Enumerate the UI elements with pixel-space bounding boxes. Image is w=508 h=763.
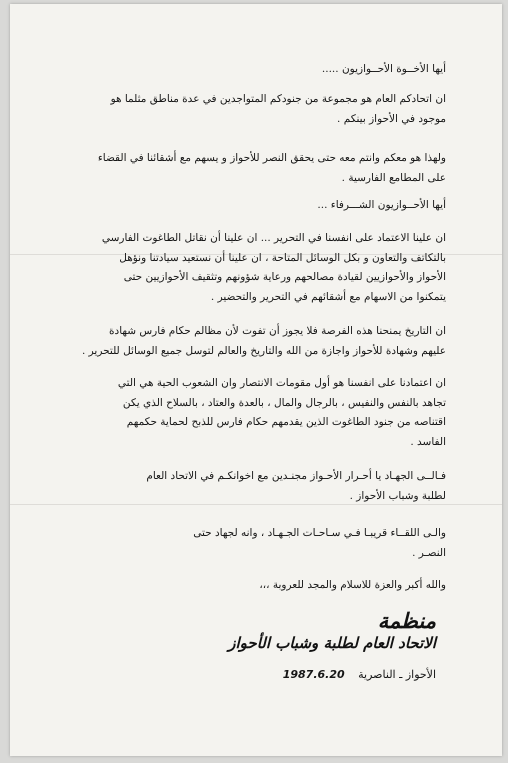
paragraph	[46, 149, 446, 188]
paragraph	[46, 374, 446, 452]
text-line: الفاسد .	[410, 435, 446, 448]
paragraph	[46, 196, 446, 216]
text-line: بالتكاتف والتعاون و بكل الوسائل المتاحة ، ان علينا أن نستعيد سيادتنا ونؤهل	[119, 251, 446, 264]
place-text: الأحواز ـ الناصرية	[358, 668, 436, 681]
text-line: النصـر .	[412, 546, 446, 559]
text-line: على المطامع الفارسية .	[341, 171, 446, 184]
paragraph	[46, 229, 446, 307]
text-line: لطلبة وشباب الأحواز .	[349, 489, 446, 502]
text-line: ان اتحادكم العام هو مجموعة من جنودكم المتواجدين في عدة مناطق مثلما هو	[110, 93, 446, 105]
text-line: ان علينا الاعتماد على انفسنا في التحرير ... ان علينا أن نقاتل الطاغوت الفارسي	[101, 232, 446, 244]
signature-line-1: منظمة	[377, 608, 436, 633]
text-line: فـالــى الجهـاد يا أحـرار الأحـواز مجنـدين مع اخوانكـم في الاتحاد العام	[146, 470, 446, 482]
signature-line-2: الاتحاد العام لطلبة وشباب الأحواز	[228, 634, 436, 652]
paragraph	[46, 576, 446, 596]
letter-page	[10, 4, 502, 756]
place-date-line	[283, 666, 436, 684]
handwritten-date: 1987.6.20	[282, 668, 345, 681]
handwritten-signature	[176, 609, 436, 653]
paragraph	[46, 467, 446, 506]
text-line: الأحواز والأحوازيين لقيادة مصالحهم ورعاية شؤونهم وتثقيف الأحوازيين حتى	[123, 271, 446, 283]
text-line: ولهذا هو معكم وانتم معه حتى يحقق النصر للأحواز و يسهم مع أشقائنا في القضاء	[97, 152, 446, 164]
text-line: والـى اللقــاء قريبـا فـي سـاحـات الجـهـاد ، وانه لجهاد حتى	[193, 527, 446, 539]
paragraph	[46, 524, 446, 563]
text-line: والله أكبر والعزة للاسلام والمجد للعروبة ،،،	[259, 579, 446, 591]
paragraph	[46, 90, 446, 129]
text-line: اقتناصه من جنود الطاغوت الذين يقدمهم حكام فارس للذبح لحماية حكمهم	[126, 416, 446, 428]
text-line: أيها الأحــوازيون الشـــرفاء ...	[317, 199, 446, 211]
text-line: عليهم وشهادة للأحواز واجازة من الله والتاريخ والعالم لتوسل جميع الوسائل للتحرير .	[81, 344, 446, 357]
text-line: يتمكنوا من الاسهام مع أشقائهم في التحرير والتحضير .	[210, 290, 446, 303]
text-line: ان التاريخ يمنحنا هذه الفرصة فلا يجوز أن تفوت لأن مظالم حكام فارس شهادة	[109, 325, 446, 337]
text-line: أيها الأخــوة الأحــوازيون .....	[321, 63, 446, 75]
text-line: موجود في الأحواز بينكم .	[337, 112, 446, 125]
paragraph	[46, 322, 446, 361]
paragraph	[46, 60, 446, 80]
text-line: تجاهد بالنفس والنفيس ، بالرجال والمال ، بالعدة والعتاد ، بالسلاح الذي يكن	[122, 396, 446, 409]
text-line: ان اعتمادنا على انفسنا هو أول مقومات الانتصار وان الشعوب الحية هي التي	[117, 377, 446, 389]
